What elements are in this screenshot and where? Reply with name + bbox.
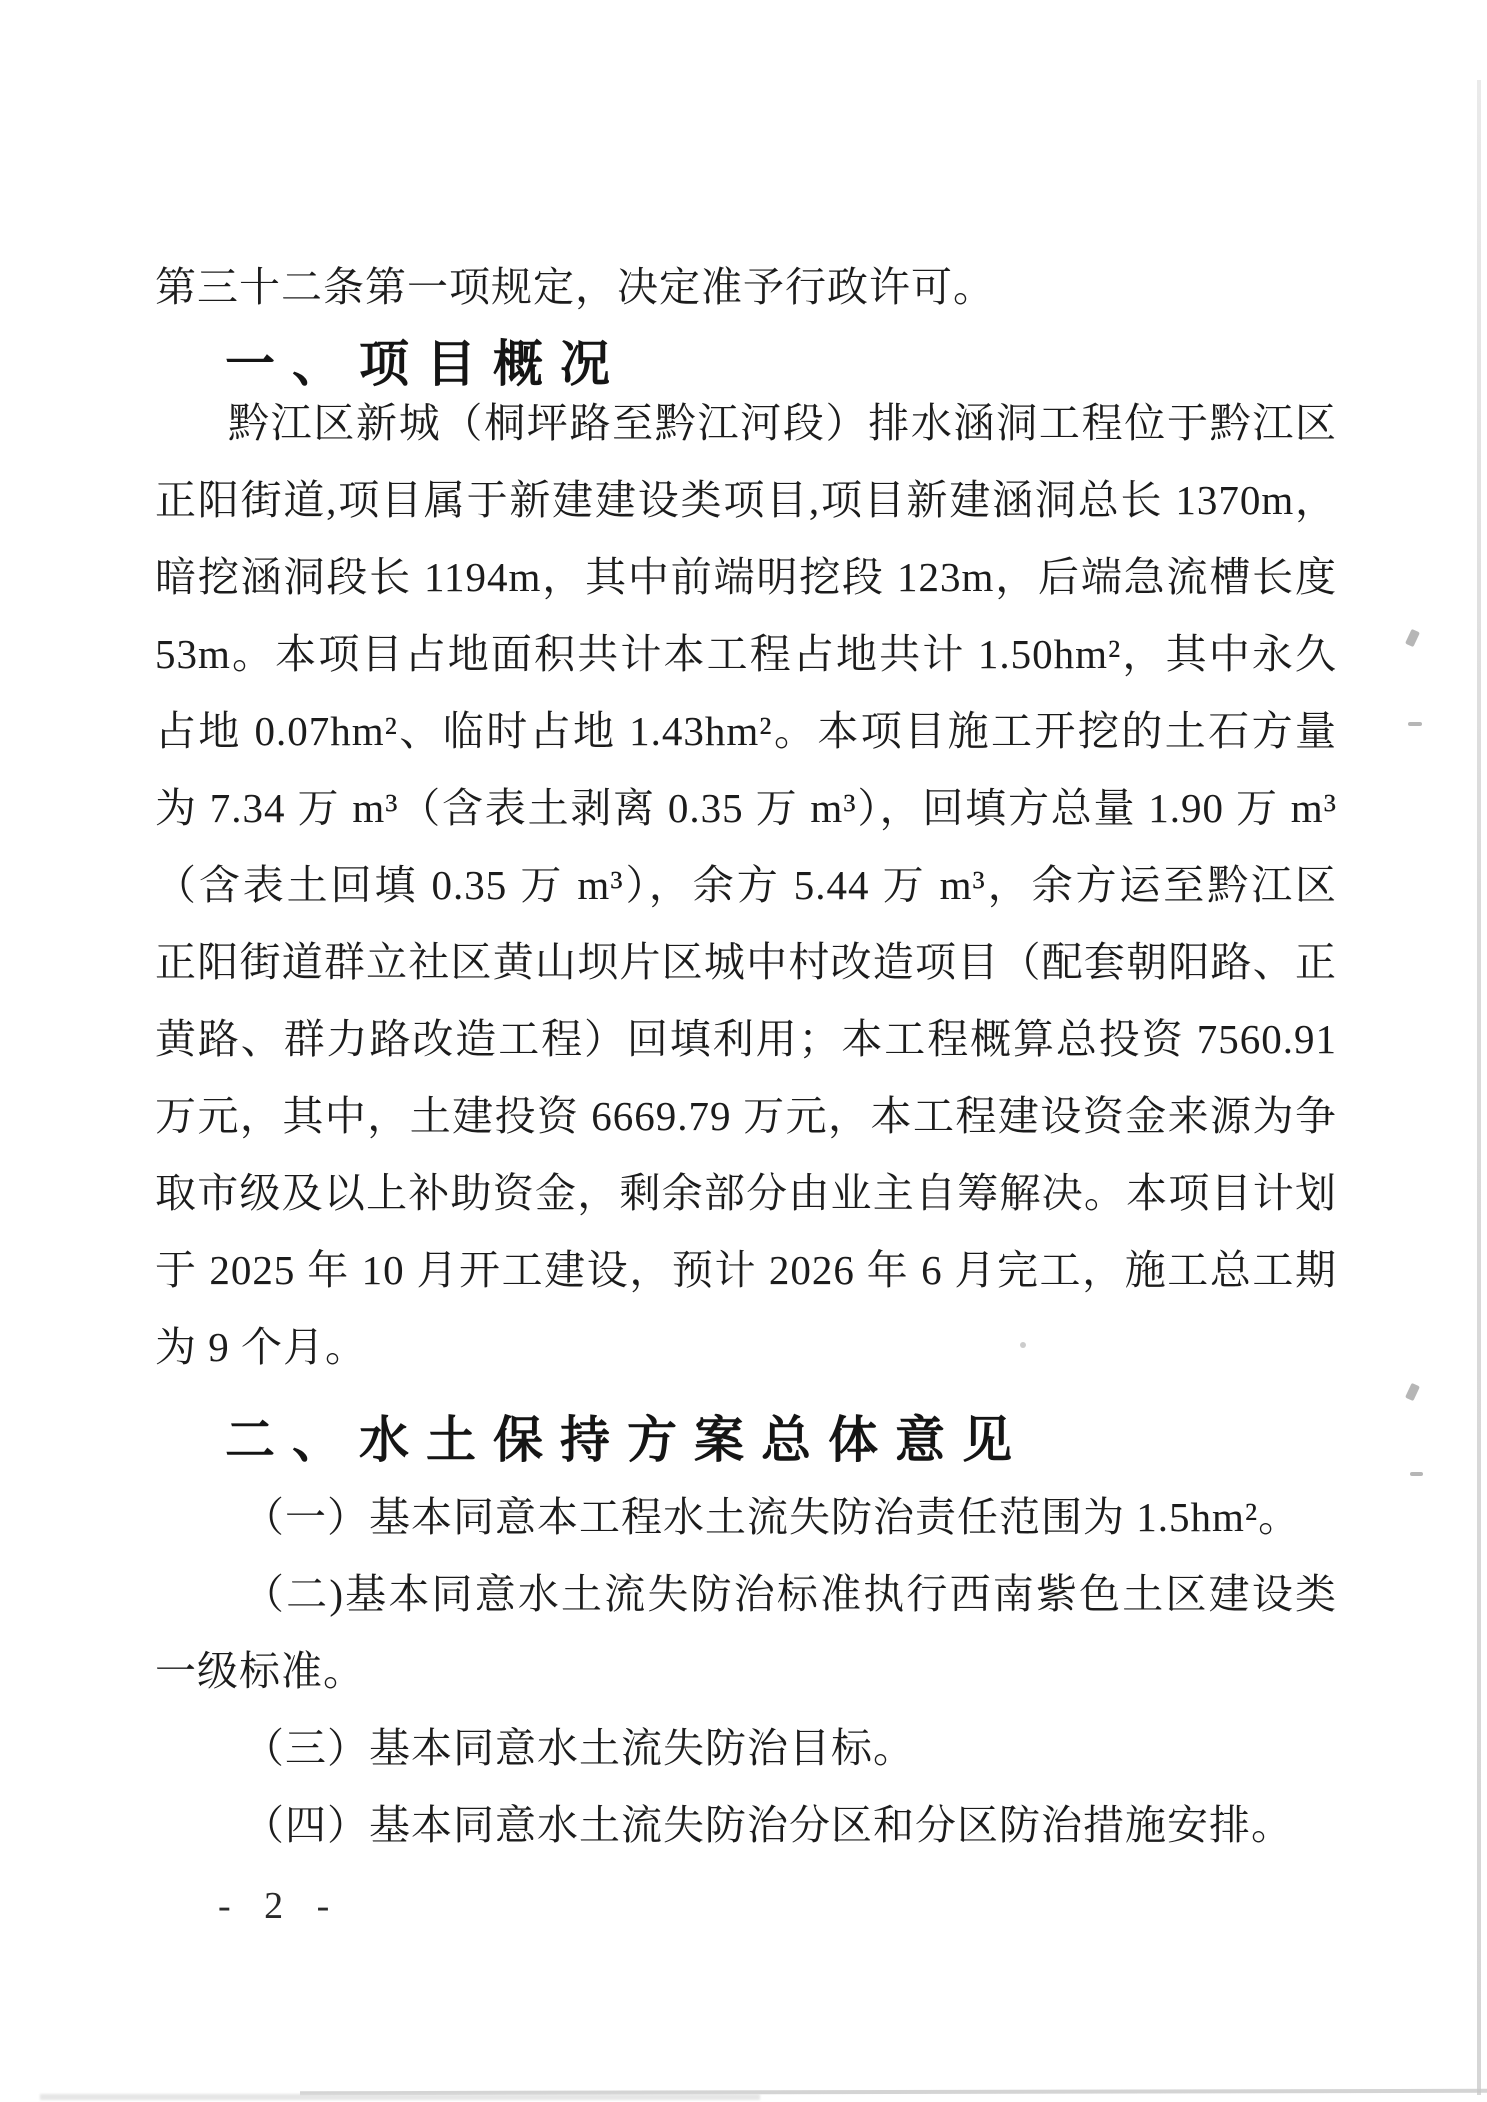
section1-paragraph [155,385,1337,1386]
scan-speck [1408,722,1422,726]
body-line: 正阳街道群立社区黄山坝片区城中村改造项目（配套朝阳路、正 [155,939,1337,985]
body-line: 为 7.34 万 m³（含表土剥离 0.35 万 m³），回填方总量 1.90 万 m³ [155,785,1337,831]
text-block [155,249,1337,1864]
body-line: （四）基本同意水土流失防治分区和分区防治措施安排。 [243,1802,1293,1848]
scan-speck [1410,1472,1423,1476]
body-line: 黄路、群力路改造工程）回填利用；本工程概算总投资 7560.91 [155,1016,1337,1062]
body-line: 占地 0.07hm²、临时占地 1.43hm²。本项目施工开挖的土石方量 [155,708,1337,754]
body-line: 为 9 个月。 [155,1324,367,1370]
section2-heading: 二、水土保持方案总体意见 [225,1412,1029,1468]
body-line: 第三十二条第一项规定，决定准予行政许可。 [155,264,995,310]
scan-bottom-smudge [40,2094,760,2100]
section2-paragraph [155,1479,1337,1864]
body-line: 万元，其中，土建投资 6669.79 万元，本工程建设资金来源为争 [155,1093,1337,1139]
scan-speck [1405,629,1420,647]
section1-heading: 一、项目概况 [225,336,627,392]
body-line: 于 2025 年 10 月开工建设，预计 2026 年 6 月完工，施工总工期 [155,1247,1337,1293]
body-line: （三）基本同意水土流失防治目标。 [243,1725,915,1771]
body-line: 暗挖涵洞段长 1194m，其中前端明挖段 123m，后端急流槽长度 [155,554,1337,600]
body-line: 黔江区新城（桐坪路至黔江河段）排水涵洞工程位于黔江区 [228,400,1337,446]
body-line: （含表土回填 0.35 万 m³），余方 5.44 万 m³，余方运至黔江区 [155,862,1337,908]
body-line: 53m。本项目占地面积共计本工程占地共计 1.50hm²，其中永久 [155,631,1337,677]
scan-speck [1405,1383,1420,1401]
body-line: 正阳街道,项目属于新建建设类项目,项目新建涵洞总长 1370m， [155,477,1337,523]
scan-speck [1020,1342,1026,1348]
page-number: - 2 - [218,1885,342,1927]
scan-right-edge-line [1477,80,1481,2095]
body-line: 一级标准。 [155,1648,365,1694]
body-line: 取市级及以上补助资金，剩余部分由业主自筹解决。本项目计划 [155,1170,1337,1216]
body-line: （一）基本同意本工程水土流失防治责任范围为 1.5hm²。 [243,1494,1301,1540]
body-line: （二)基本同意水土流失防治标准执行西南紫色土区建设类 [243,1571,1337,1617]
